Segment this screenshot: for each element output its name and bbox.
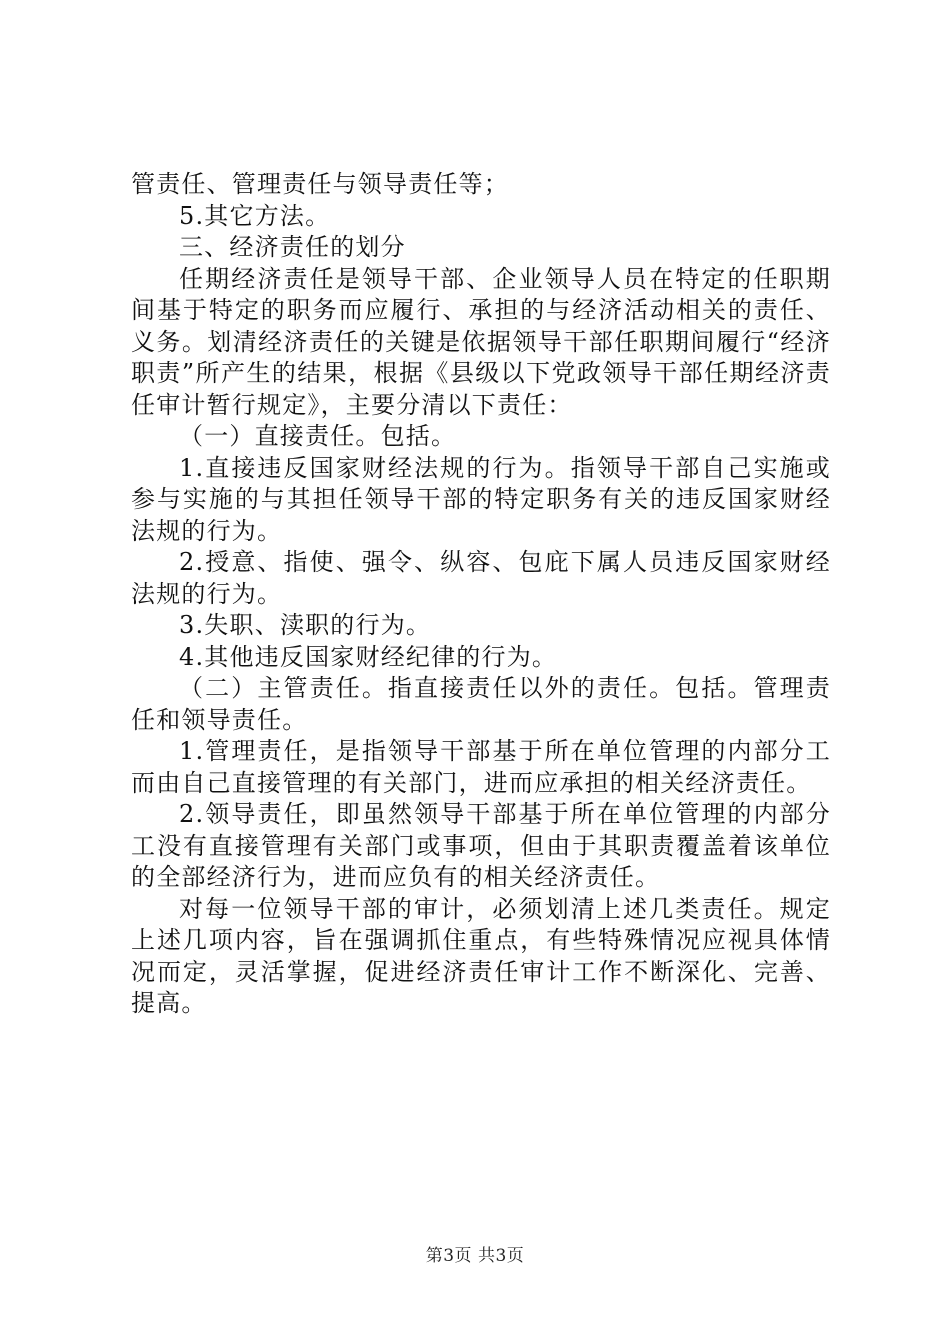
- document-body: [131, 169, 831, 1020]
- paragraph-supervisory-1: 1.管理责任，是指领导干部基于所在单位管理的内部分工而由自己直接管理的有关部门，进而应承担的相关经济责任。: [131, 737, 831, 797]
- paragraph-intro: 任期经济责任是领导干部、企业领导人员在特定的任职期间基于特定的职务而应履行、承担的与经济活动相关的责任、义务。划清经济责任的关键是依据领导干部任职期间履行“经济职责”所产生的结果，根据《县级以下党政领导干部任期经济责任审计暂行规定》，主要分清以下责任：: [131, 264, 831, 419]
- paragraph-supervisory-2: 2.领导责任，即虽然领导干部基于所在单位管理的内部分工没有直接管理有关部门或事项，但由于其职责覆盖着该单位的全部经济行为，进而应负有的相关经济责任。: [131, 800, 831, 891]
- subsection-heading-direct: （一）直接责任。包括。: [179, 422, 457, 450]
- section-heading: 三、经济责任的划分: [179, 233, 406, 261]
- paragraph-direct-2: 2.授意、指使、强令、纵容、包庇下属人员违反国家财经法规的行为。: [131, 548, 831, 608]
- paragraph-conclusion: 对每一位领导干部的审计，必须划清上述几类责任。规定上述几项内容，旨在强调抓住重点，有些特殊情况应视具体情况而定，灵活掌握，促进经济责任审计工作不断深化、完善、提高。: [131, 894, 831, 1017]
- subsection-heading-supervisory: （二）主管责任。指直接责任以外的责任。包括。管理责任和领导责任。: [131, 674, 831, 734]
- paragraph-direct-3: 3.失职、渎职的行为。: [179, 611, 432, 639]
- paragraph-direct-1: 1.直接违反国家财经法规的行为。指领导干部自己实施或参与实施的与其担任领导干部的特定职务有关的违反国家财经法规的行为。: [131, 453, 831, 545]
- paragraph-continuation: 管责任、管理责任与领导责任等；: [131, 170, 509, 198]
- page-number-footer: 第3页 共3页: [425, 1246, 525, 1266]
- paragraph-item-5: 5.其它方法。: [179, 201, 331, 230]
- paragraph-direct-4: 4.其他违反国家财经纪律的行为。: [179, 642, 558, 671]
